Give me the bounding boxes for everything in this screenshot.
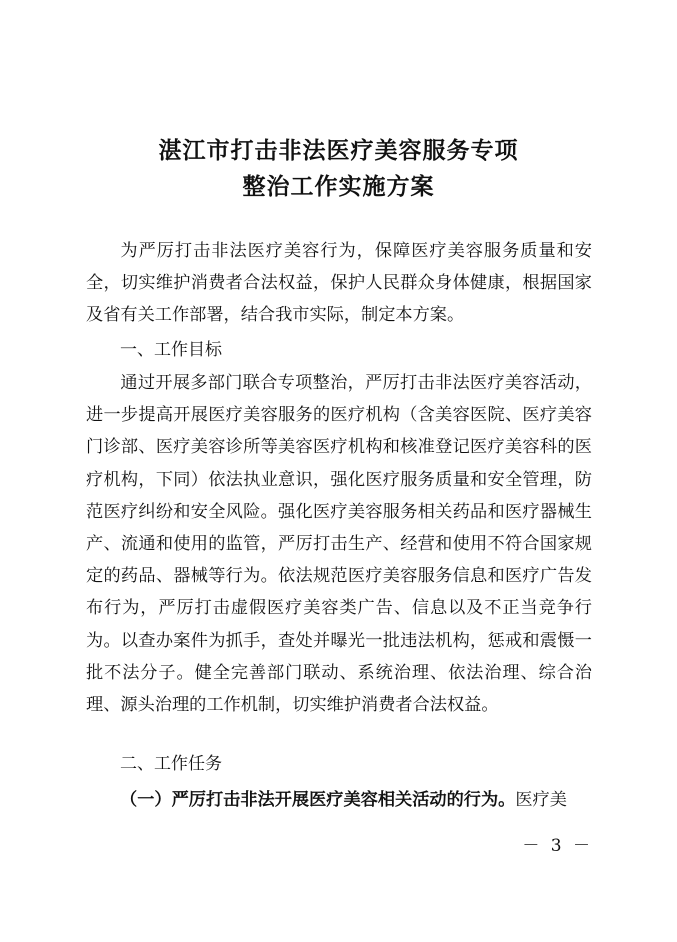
- section-heading-tasks: 二、工作任务: [120, 754, 222, 774]
- page-number: － 3 －: [522, 836, 593, 856]
- intro-paragraph: 为严厉打击非法医疗美容行为，保障医疗美容服务质量和安全，切实维护消费者合法权益，保护人民群众身体健康，根据国家及省有关工作部署，结合我市实际，制定本方案。: [86, 241, 592, 326]
- subsection-text: 医疗美: [515, 790, 567, 810]
- document-title-line-2: 整治工作实施方案: [242, 173, 435, 200]
- section-heading-goals: 一、工作目标: [120, 340, 222, 360]
- subsection-line: [120, 785, 592, 815]
- document-title-line-1: 湛江市打击非法医疗美容服务专项: [158, 137, 519, 164]
- goals-paragraph: 通过开展多部门联合专项整治，严厉打击非法医疗美容活动，进一步提高开展医疗美容服务的医疗机构（含美容医院、医疗美容门诊部、医疗美容诊所等美容医疗机构和核准登记医疗美容科的医疗机构，下同）依法执业意识，强化医疗服务质量和安全管理，防范医疗纠纷和安全风险。强化医疗美容服务相关药品和医疗器械生产、流通和使用的监管，严厉打击生产、经营和使用不符合国家规定的药品、器械等行为。依法规范医疗美容服务信息和医疗广告发布行为，严厉打击虚假医疗美容类广告、信息以及不正当竞争行为。以查办案件为抓手，查处并曝光一批违法机构，惩戒和震慑一批不法分子。健全完善部门联动、系统治理、依法治理、综合治理、源头治理的工作机制，切实维护消费者合法权益。: [86, 373, 592, 716]
- subsection-heading: （一）严厉打击非法开展医疗美容相关活动的行为。: [120, 790, 516, 810]
